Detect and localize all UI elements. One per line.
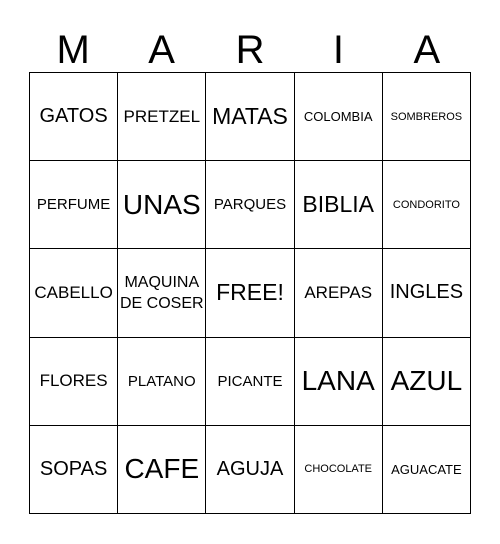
bingo-cell[interactable] bbox=[383, 338, 471, 426]
bingo-cell[interactable] bbox=[30, 249, 118, 337]
bingo-cell[interactable] bbox=[383, 161, 471, 249]
cell-text: INGLES bbox=[389, 281, 464, 304]
cell-text: AZUL bbox=[390, 365, 463, 397]
cell-text: CAFE bbox=[124, 453, 200, 485]
header-letter-i: I bbox=[332, 28, 344, 72]
cell-text: PERFUME bbox=[36, 196, 111, 214]
bingo-cell[interactable] bbox=[30, 426, 118, 514]
cell-text: PRETZEL bbox=[123, 106, 201, 126]
header-letter-a2: A bbox=[413, 28, 441, 72]
bingo-cell[interactable] bbox=[295, 73, 383, 161]
bingo-cell[interactable] bbox=[30, 338, 118, 426]
bingo-cell[interactable] bbox=[30, 161, 118, 249]
cell-text: GATOS bbox=[39, 105, 108, 128]
bingo-header bbox=[29, 27, 471, 73]
bingo-cell-free[interactable] bbox=[206, 249, 294, 337]
bingo-cell[interactable] bbox=[118, 73, 206, 161]
cell-text: CHOCOLATE bbox=[304, 463, 373, 476]
bingo-cell[interactable] bbox=[206, 338, 294, 426]
cell-text: MATAS bbox=[212, 103, 288, 130]
cell-text: SOPAS bbox=[39, 457, 108, 480]
bingo-cell[interactable] bbox=[295, 338, 383, 426]
cell-text: MAQUINA DE COSER bbox=[120, 273, 204, 312]
bingo-grid bbox=[29, 72, 471, 514]
cell-text: PICANTE bbox=[217, 372, 283, 390]
bingo-cell[interactable] bbox=[295, 249, 383, 337]
cell-text: PARQUES bbox=[213, 196, 287, 214]
bingo-cell[interactable] bbox=[206, 161, 294, 249]
cell-text: FLORES bbox=[39, 371, 108, 391]
bingo-cell[interactable] bbox=[118, 338, 206, 426]
header-letter-m: M bbox=[56, 28, 90, 72]
cell-text: AGUJA bbox=[216, 457, 284, 480]
bingo-cell[interactable] bbox=[383, 249, 471, 337]
bingo-cell[interactable] bbox=[383, 73, 471, 161]
bingo-cell[interactable] bbox=[30, 73, 118, 161]
cell-text: COLOMBIA bbox=[303, 109, 373, 125]
cell-text: SOMBREROS bbox=[390, 110, 463, 123]
cell-text: LANA bbox=[301, 365, 375, 397]
bingo-cell[interactable] bbox=[295, 426, 383, 514]
bingo-cell[interactable] bbox=[295, 161, 383, 249]
header-letter-r: R bbox=[235, 28, 265, 72]
cell-text: UNAS bbox=[122, 188, 201, 220]
bingo-cell[interactable] bbox=[118, 161, 206, 249]
bingo-cell[interactable] bbox=[118, 426, 206, 514]
cell-text: AGUACATE bbox=[391, 461, 462, 477]
bingo-cell[interactable] bbox=[206, 73, 294, 161]
bingo-cell[interactable] bbox=[383, 426, 471, 514]
cell-text: FREE! bbox=[216, 279, 284, 306]
cell-text: PLATANO bbox=[127, 372, 196, 390]
cell-text: BIBLIA bbox=[302, 191, 374, 218]
cell-text: CONDORITO bbox=[392, 198, 460, 211]
cell-text: CABELLO bbox=[34, 282, 113, 302]
bingo-cell[interactable] bbox=[118, 249, 206, 337]
header-letter-a: A bbox=[148, 28, 175, 72]
bingo-cell[interactable] bbox=[206, 426, 294, 514]
cell-text: AREPAS bbox=[304, 282, 373, 302]
